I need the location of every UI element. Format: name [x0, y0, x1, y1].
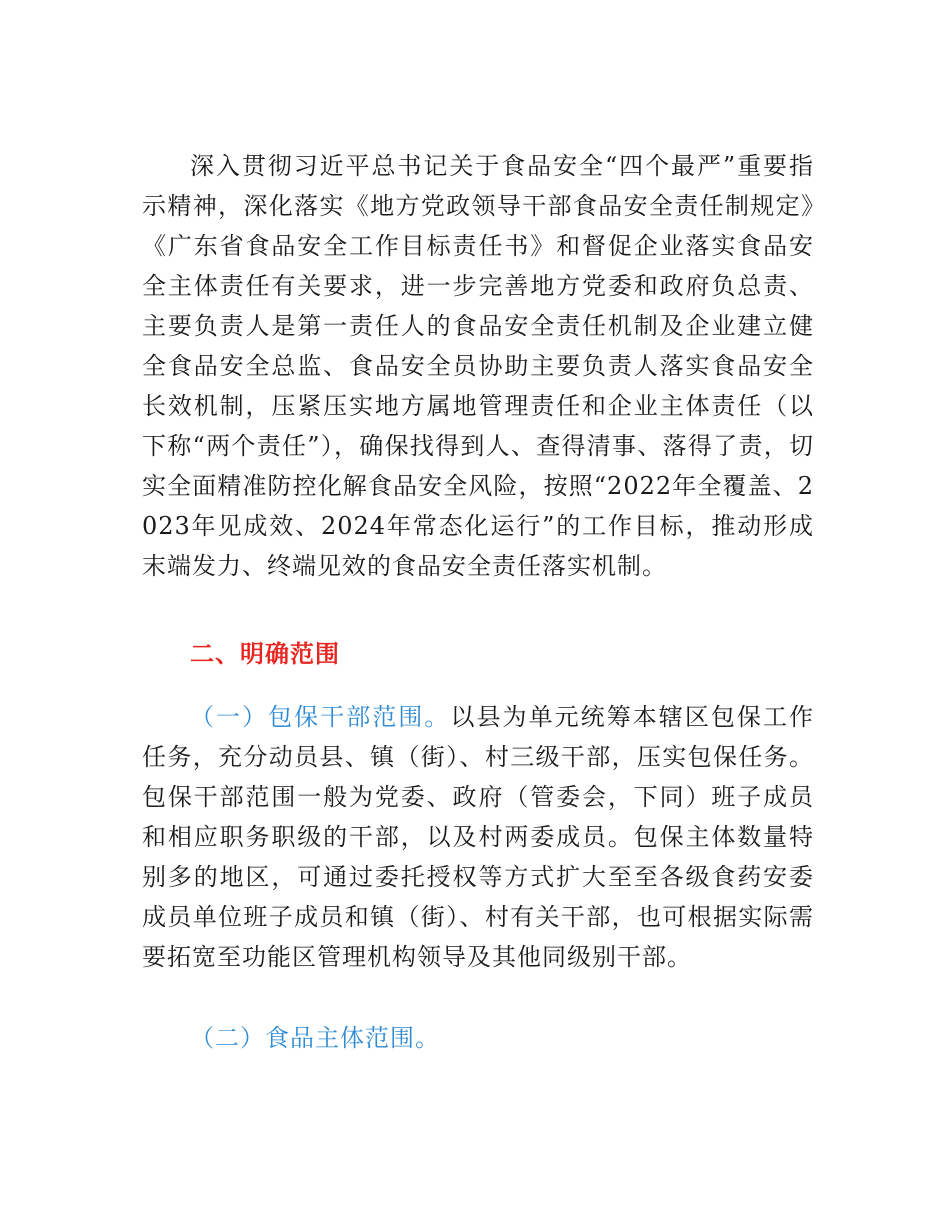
subsection-cadre-scope-body: 以县为单元统筹本辖区包保工作任务，充分动员县、镇（街）、村三级干部，压实包保任务。包保干部范围一般为党委、政府（管委会，下同）班子成员和相应职务职级的干部，以及村两委成员。包保主体数量特别多的地区，可通过委托授权等方式扩大至至各级食药安委成员单位班子成员和镇（街）、村有关干部，也可根据实际需要拓宽至功能区管理机构领导及其他同级别干部。 — [142, 703, 815, 971]
subsection-food-entity-paragraph — [142, 1018, 814, 1058]
intro-paragraph: 深入贯彻习近平总书记关于食品安全“四个最严”重要指示精神，深化落实《地方党政领导干部食品安全责任制规定》《广东省食品安全工作目标责任书》和督促企业落实食品安全主体责任有关要求，进一步完善地方党委和政府负总责、主要负责人是第一责任人的食品安全责任机制及企业建立健全食品安全总监、食品安全员协助主要负责人落实食品安全长效机制，压紧压实地方属地管理责任和企业主体责任（以下称“两个责任”），确保找得到人、查得清事、落得了责，切实全面精准防控化解食品安全风险，按照“2022年全覆盖、2023年见成效、2024年常态化运行”的工作目标，推动形成末端发力、终端见效的食品安全责任落实机制。 — [142, 152, 814, 580]
subsection-heading-cadre-scope: （一）包保干部范围。 — [190, 703, 451, 731]
section-heading-define-scope: 二、明确范围 — [190, 640, 340, 668]
subsection-cadre-scope-paragraph — [142, 697, 814, 977]
subsection-heading-food-entity-scope: （二）食品主体范围。 — [190, 1024, 440, 1052]
